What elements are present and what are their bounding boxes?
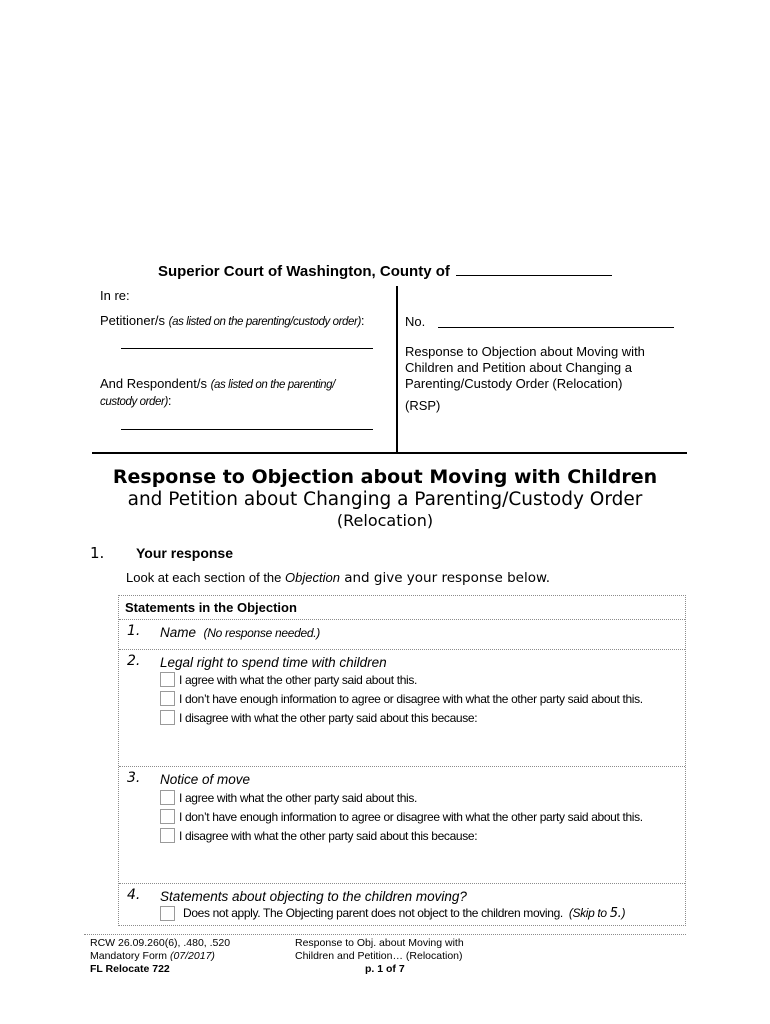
petitioner-label: Petitioner/s (as listed on the parenting/custody order): [100, 313, 365, 328]
section-heading: Your response [136, 545, 233, 561]
table-row [119, 883, 685, 925]
respondent-note-cont: custody order): [100, 393, 172, 408]
table-row [119, 766, 685, 883]
item-title: Legal right to spend time with children [160, 655, 387, 670]
item-note: (No response needed.) [203, 626, 320, 640]
option-not-enough-info: I don’t have enough information to agree or disagree with what the other party said about this. [160, 809, 643, 824]
not-enough-info-checkbox[interactable] [160, 809, 175, 824]
court-title: Superior Court of Washington, County of [0, 262, 770, 280]
respondent-label: And Respondent/s (as listed on the parenting/ [100, 376, 335, 391]
footer-short-title-2: Children and Petition… (Relocation) [295, 950, 463, 962]
caption-divider [396, 286, 398, 454]
footer-short-title-1: Response to Obj. about Moving with [295, 937, 464, 949]
agree-checkbox[interactable] [160, 672, 175, 687]
footer-form-id: FL Relocate 722 [90, 963, 170, 975]
item-title: Statements about objecting to the children moving? [160, 889, 467, 904]
footer-rcw: RCW 26.09.260(6), .480, .520 [90, 937, 231, 949]
item-title: Name (No response needed.) [160, 625, 320, 640]
item-number: 4. [127, 887, 141, 903]
agree-checkbox[interactable] [160, 790, 175, 805]
option-disagree: I disagree with what the other party said about this because: [160, 710, 477, 725]
table-row [119, 619, 685, 649]
not-enough-info-checkbox[interactable] [160, 691, 175, 706]
table-header: Statements in the Objection [125, 600, 297, 615]
respondent-name-field[interactable] [121, 429, 373, 430]
option-does-not-apply: Does not apply. The Objecting parent does not object to the children moving. (Skip to 5.) [160, 906, 625, 921]
item-number: 2. [127, 653, 141, 669]
disagree-checkbox[interactable] [160, 710, 175, 725]
footer-left [90, 937, 230, 976]
in-re-label: In re: [100, 288, 130, 303]
item-number: 1. [127, 623, 141, 639]
document-code: (RSP) [405, 398, 441, 413]
footer-mandatory: Mandatory Form (07/2017) [90, 950, 215, 962]
footer-divider [84, 934, 686, 935]
footer-page-number: p. 1 of 7 [365, 963, 405, 975]
item-title: Notice of move [160, 772, 251, 787]
option-not-enough-info: I don’t have enough information to agree or disagree with what the other party said about this. [160, 691, 643, 706]
section-number: 1. [90, 544, 105, 562]
document-title: Response to Objection about Moving with Children and Petition about Changing a Parenting/Custody Order (Relocation) [405, 344, 645, 391]
does-not-apply-checkbox[interactable] [160, 906, 175, 921]
table-row [119, 649, 685, 766]
form-title-line2: and Petition about Changing a Parenting/Custody Order [127, 489, 643, 510]
disagree-checkbox[interactable] [160, 828, 175, 843]
section-intro: Look at each section of the Objection and give your response below. [126, 570, 551, 586]
case-caption [92, 286, 687, 454]
form-title-line3: (Relocation) [336, 511, 434, 530]
county-field[interactable] [456, 262, 612, 276]
form-title [0, 466, 770, 530]
item-number: 3. [127, 770, 141, 786]
case-number-label: No. [405, 314, 426, 329]
petitioner-name-field[interactable] [121, 348, 373, 349]
form-title-line1: Response to Objection about Moving with Children [112, 466, 658, 488]
option-agree: I agree with what the other party said about this. [160, 790, 417, 805]
option-agree: I agree with what the other party said about this. [160, 672, 417, 687]
statements-table [118, 595, 686, 926]
footer-middle [295, 937, 464, 976]
option-disagree: I disagree with what the other party said about this because: [160, 828, 477, 843]
case-number-field[interactable] [438, 327, 674, 328]
